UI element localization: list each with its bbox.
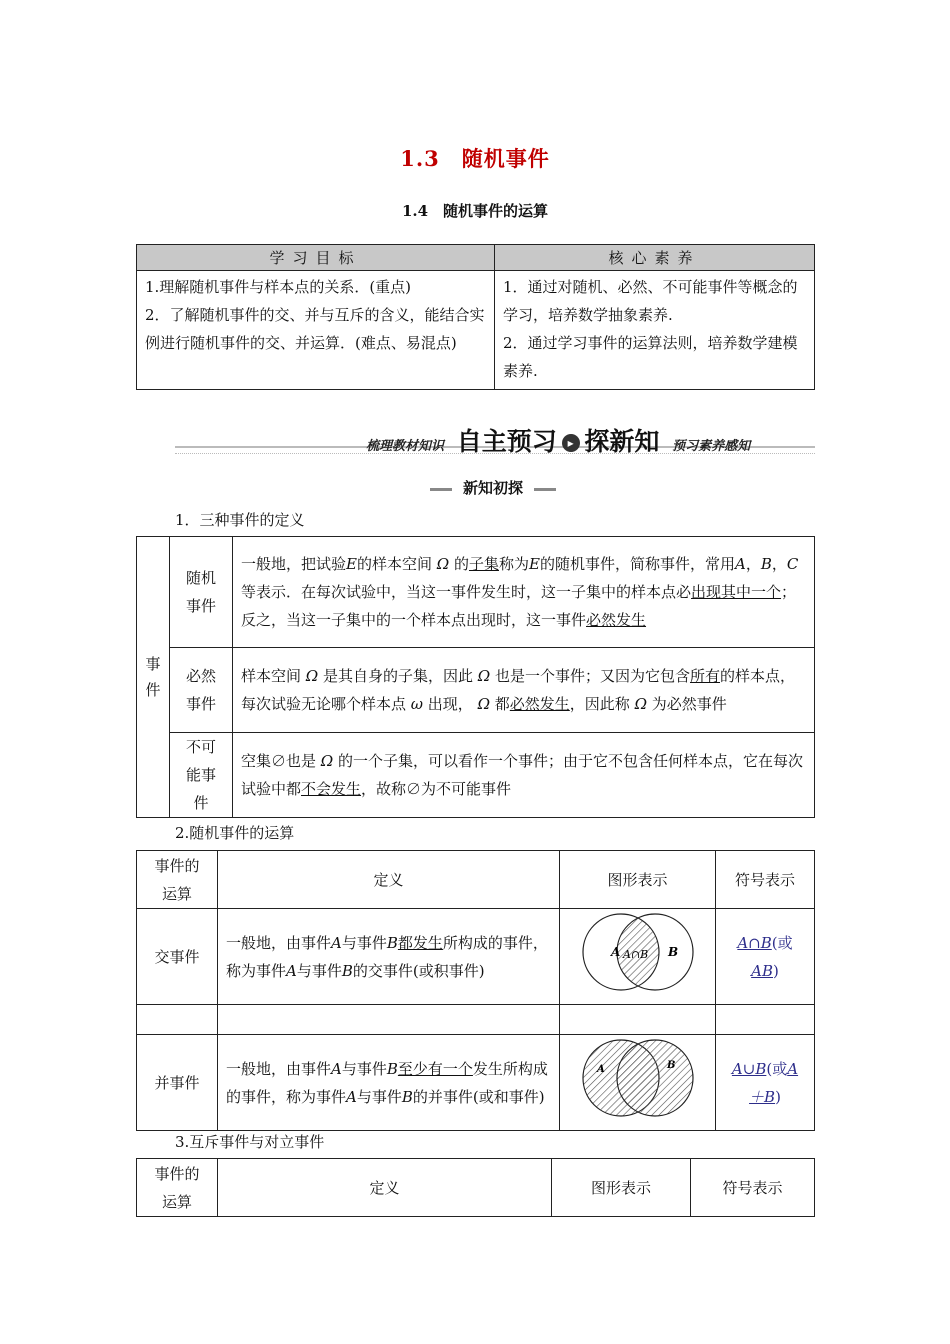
objectives-header-right: 核心素养 <box>495 245 815 271</box>
union-venn-diagram <box>573 1038 703 1118</box>
union-label-b: B <box>666 1060 675 1071</box>
random-event-definition: 一般地，把试验E的样本空间 Ω 的子集称为E的随机事件，简称事件，常用A，B，C等表示．在每次试验中，当这一事件发生时，这一子集中的样本点必出现其中一个；反之，当这一子集中的一个样本点出现时，这一事件必然发生 <box>233 537 815 648</box>
impossible-event-definition: 空集∅也是 Ω 的一个子集，可以看作一个事件；由于它不包含任何样本点，它在每次试验中都不会发生，故称∅为不可能事件 <box>233 733 815 818</box>
empty-cell <box>560 1005 716 1035</box>
page-title: 1.3 随机事件 <box>400 146 550 171</box>
section2-heading: 2.随机事件的运算 <box>175 824 295 842</box>
venn-label-b: B <box>667 945 678 959</box>
event-definition-table <box>136 536 815 818</box>
empty-cell <box>716 1005 815 1035</box>
impossible-event-label: 不可能事件 <box>170 733 233 818</box>
col-header-symbol: 符号表示 <box>691 1159 815 1217</box>
intersection-venn-cell <box>560 909 716 1005</box>
page-subtitle: 1.4 随机事件的运算 <box>401 202 549 220</box>
col-header-definition: 定义 <box>218 851 560 909</box>
section-tag-label: 新知初探 <box>462 479 523 497</box>
arrow-circle-icon: ▸ <box>562 434 580 452</box>
section-tag <box>430 477 556 499</box>
col-header-diagram: 图形表示 <box>560 851 716 909</box>
union-symbol: A∪B(或A ＋B) <box>716 1035 815 1131</box>
union-venn-cell <box>560 1035 716 1131</box>
objective-line: 1.理解随机事件与样本点的关系．(重点) <box>145 278 412 296</box>
intersection-definition: 一般地，由事件A与事件B都发生所构成的事件，称为事件A与事件B的交事件(或积事件) <box>218 909 560 1005</box>
banner-title-left: 自主预习 <box>456 427 557 456</box>
col-header-operation: 事件的运算 <box>137 851 218 909</box>
tag-bar-right <box>534 488 556 491</box>
venn-label-mid: A∩B <box>622 948 648 961</box>
objectives-left-cell <box>137 271 495 390</box>
event-side-label: 事件 <box>137 537 170 818</box>
banner-left-caption: 梳理教材知识 <box>366 439 445 454</box>
banner-right-caption: 预习素养感知 <box>672 439 751 454</box>
literacy-line: 1．通过对随机、必然、不可能事件等概念的学习，培养数学抽象素养. <box>503 278 798 324</box>
union-label-a: A <box>596 1064 605 1075</box>
union-definition: 一般地，由事件A与事件B至少有一个发生所构成的事件，称为事件A与事件B的并事件(或和事件) <box>218 1035 560 1131</box>
literacy-line: 2．通过学习事件的运算法则，培养数学建模素养. <box>503 334 798 380</box>
event-operation-table <box>136 850 815 1131</box>
certain-event-label: 必然事件 <box>170 648 233 733</box>
empty-cell <box>218 1005 560 1035</box>
objectives-right-cell <box>495 271 815 390</box>
objectives-header-left: 学习目标 <box>137 245 495 271</box>
mutual-exclusion-table <box>136 1158 815 1217</box>
intersection-venn-diagram <box>573 912 703 992</box>
objective-line: 2．了解随机事件的交、并与互斥的含义，能结合实例进行随机事件的交、并运算．(难点、易混点) <box>145 306 485 352</box>
union-name: 并事件 <box>137 1035 218 1131</box>
section1-heading: 1．三种事件的定义 <box>175 511 305 529</box>
objectives-table <box>136 244 815 390</box>
intersection-symbol: A∩B(或 AB) <box>716 909 815 1005</box>
tag-bar-left <box>430 488 452 491</box>
venn-label-a: A <box>610 945 620 959</box>
random-event-label: 随机事件 <box>170 537 233 648</box>
empty-cell <box>137 1005 218 1035</box>
banner-title-right: 探新知 <box>584 427 660 456</box>
col-header-diagram: 图形表示 <box>552 1159 691 1217</box>
union-circle-b <box>617 1040 693 1116</box>
section3-heading: 3.互斥事件与对立事件 <box>175 1133 325 1151</box>
col-header-symbol: 符号表示 <box>716 851 815 909</box>
certain-event-definition: 样本空间 Ω 是其自身的子集，因此 Ω 也是一个事件；又因为它包含所有的样本点，每次试验无论哪个样本点 ω 出现， Ω 都必然发生，因此称 Ω 为必然事件 <box>233 648 815 733</box>
banner <box>366 422 750 458</box>
col-header-definition: 定义 <box>218 1159 552 1217</box>
intersection-name: 交事件 <box>137 909 218 1005</box>
col-header-operation: 事件的运算 <box>137 1159 218 1217</box>
